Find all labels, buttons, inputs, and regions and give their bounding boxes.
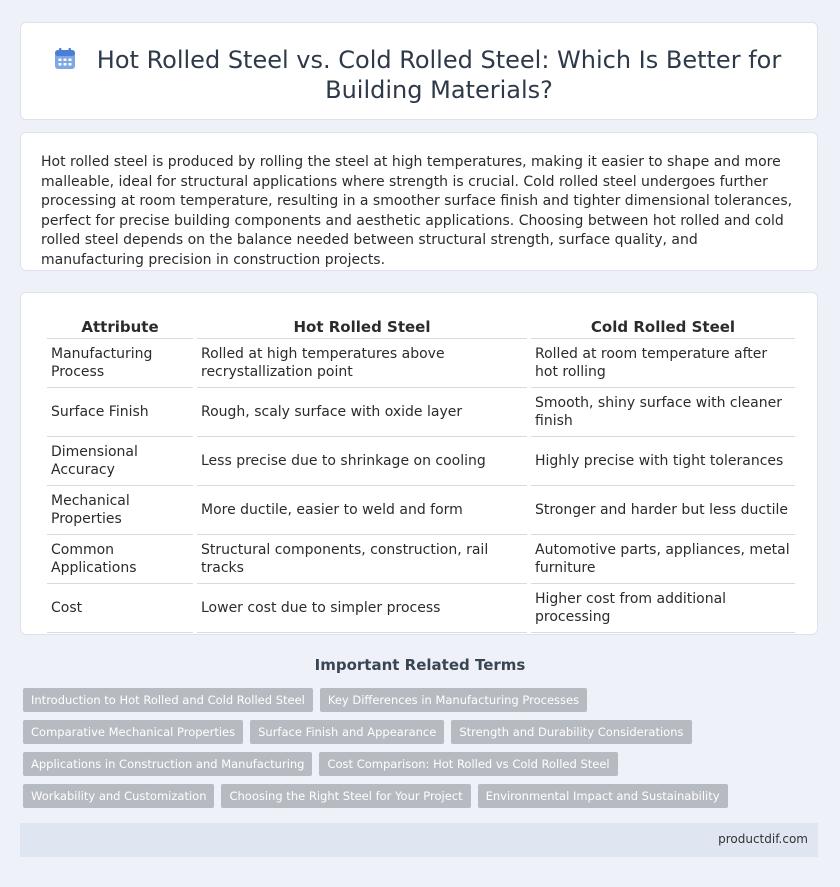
related-term-tag[interactable]: Workability and Customization bbox=[23, 784, 214, 808]
related-terms-title: Important Related Terms bbox=[314, 656, 526, 674]
related-terms-list bbox=[23, 688, 813, 808]
hot-rolled-cell: Rough, scaly surface with oxide layer bbox=[197, 388, 527, 437]
header-hot-rolled: Hot Rolled Steel bbox=[197, 317, 527, 339]
header-cold-rolled: Cold Rolled Steel bbox=[531, 317, 795, 339]
comparison-table bbox=[43, 317, 799, 633]
attribute-cell: Mechanical Properties bbox=[47, 486, 193, 535]
hot-rolled-cell: Less precise due to shrinkage on cooling bbox=[197, 437, 527, 486]
comparison-card bbox=[20, 292, 818, 635]
cold-rolled-cell: Automotive parts, appliances, metal furniture bbox=[531, 535, 795, 584]
related-term-tag[interactable]: Key Differences in Manufacturing Processes bbox=[320, 688, 587, 712]
related-term-tag[interactable]: Cost Comparison: Hot Rolled vs Cold Rolled Steel bbox=[319, 752, 617, 776]
related-term-tag[interactable]: Comparative Mechanical Properties bbox=[23, 720, 243, 744]
cold-rolled-cell: Smooth, shiny surface with cleaner finish bbox=[531, 388, 795, 437]
calendar-icon bbox=[53, 47, 77, 71]
hot-rolled-cell: Lower cost due to simpler process bbox=[197, 584, 527, 633]
table-body bbox=[47, 339, 795, 633]
title-card bbox=[20, 22, 818, 120]
table-row bbox=[47, 584, 795, 633]
hot-rolled-cell: Structural components, construction, rail tracks bbox=[197, 535, 527, 584]
related-term-tag[interactable]: Applications in Construction and Manufacturing bbox=[23, 752, 312, 776]
footer bbox=[20, 823, 818, 857]
table-header-row bbox=[47, 317, 795, 339]
related-term-tag[interactable]: Strength and Durability Considerations bbox=[451, 720, 691, 744]
related-term-tag[interactable]: Environmental Impact and Sustainability bbox=[478, 784, 728, 808]
attribute-cell: Dimensional Accuracy bbox=[47, 437, 193, 486]
related-term-tag[interactable]: Choosing the Right Steel for Your Project bbox=[221, 784, 470, 808]
attribute-cell: Manufacturing Process bbox=[47, 339, 193, 388]
hot-rolled-cell: More ductile, easier to weld and form bbox=[197, 486, 527, 535]
footer-site[interactable]: productdif.com bbox=[718, 832, 808, 846]
attribute-cell: Common Applications bbox=[47, 535, 193, 584]
related-term-tag[interactable]: Introduction to Hot Rolled and Cold Rolled Steel bbox=[23, 688, 313, 712]
table-row bbox=[47, 535, 795, 584]
table-row bbox=[47, 339, 795, 388]
intro-card bbox=[20, 132, 818, 271]
cold-rolled-cell: Rolled at room temperature after hot rolling bbox=[531, 339, 795, 388]
cold-rolled-cell: Higher cost from additional processing bbox=[531, 584, 795, 633]
table-row bbox=[47, 437, 795, 486]
page-title: Hot Rolled Steel vs. Cold Rolled Steel: Which Is Better for Building Materials? bbox=[96, 46, 782, 104]
hot-rolled-cell: Rolled at high temperatures above recrystallization point bbox=[197, 339, 527, 388]
attribute-cell: Cost bbox=[47, 584, 193, 633]
attribute-cell: Surface Finish bbox=[47, 388, 193, 437]
table-row bbox=[47, 486, 795, 535]
header-attribute: Attribute bbox=[47, 317, 193, 339]
cold-rolled-cell: Stronger and harder but less ductile bbox=[531, 486, 795, 535]
cold-rolled-cell: Highly precise with tight tolerances bbox=[531, 437, 795, 486]
related-term-tag[interactable]: Surface Finish and Appearance bbox=[250, 720, 444, 744]
intro-paragraph: Hot rolled steel is produced by rolling the steel at high temperatures, making it easier to shape and more malleable, ideal for structural applications where strength is crucial. Cold rolled steel undergoes further processing at room temperature, resulting in a smoother surface finish and tighter dimensional tolerances, perfect for precise building components and aesthetic applications. Choosing between hot rolled and cold rolled steel depends on the balance needed between structural strength, surface quality, and manufacturing precision in construction projects. bbox=[41, 154, 793, 268]
table-row bbox=[47, 388, 795, 437]
